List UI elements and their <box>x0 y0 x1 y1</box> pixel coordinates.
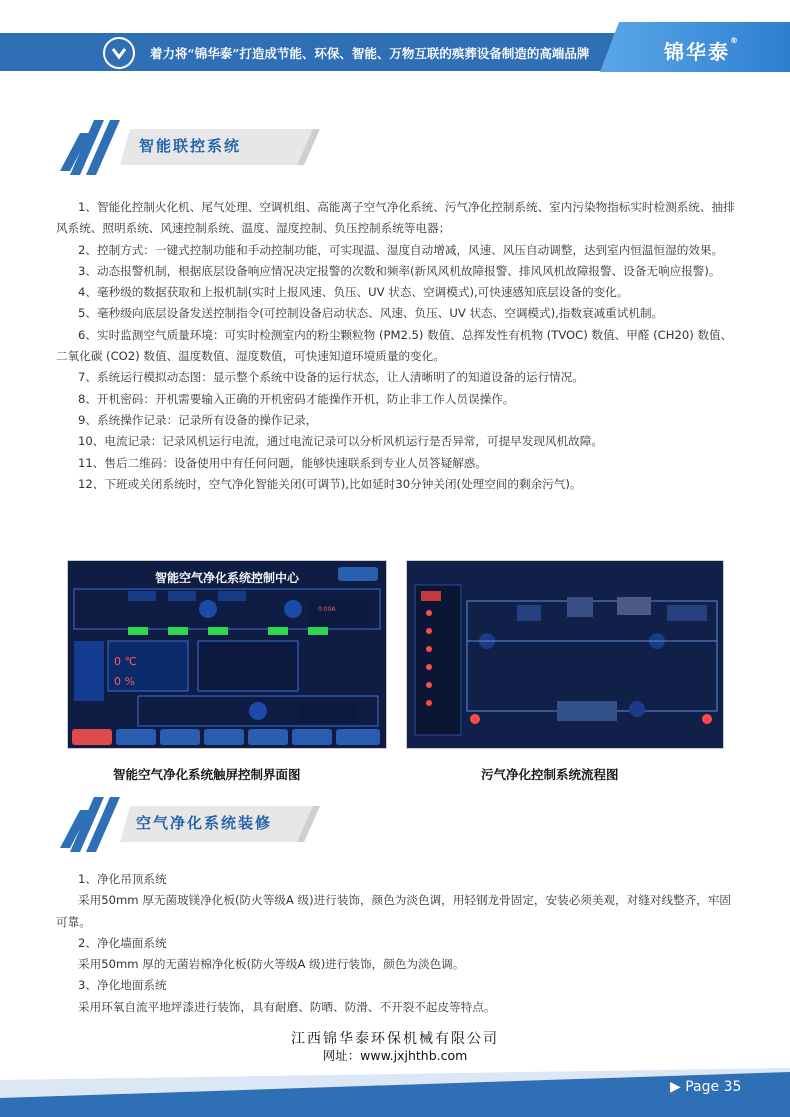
header-slogan: 着力将“锦华泰”打造成节能、环保、智能、万物互联的殡葬设备制造的高端品牌 <box>150 46 590 61</box>
flow-diagram-image <box>406 560 724 749</box>
list-item: 9、系统操作记录：记录所有设备的操作记录， <box>78 412 318 427</box>
figure-caption-2: 污气净化控制系统流程图 <box>481 767 619 782</box>
section-title-1: 智能联控系统 <box>139 137 242 155</box>
section-title-2: 空气净化系统装修 <box>136 814 273 832</box>
section-1-items <box>56 197 740 495</box>
list-item: 2、净化墙面系统 <box>78 935 167 950</box>
brand-logo <box>664 36 740 65</box>
list-item: 5、毫秒级向底层设备发送控制指令(可控制设备启动状态、风速、负压、UV 状态、空调模式),指数衰减重试机制。 <box>78 306 664 321</box>
flow-diagram-graphic <box>407 561 723 748</box>
registered-mark: ® <box>730 36 740 45</box>
svg-text:0 %: 0 % <box>114 675 135 688</box>
list-item: 6、实时监测空气质量环境：可实时检测室内的粉尘颗粒物 (PM2.5) 数值、总挥发性有机物 (TVOC) 数值、甲醛 (CH20) 数值、二氧化碳 (CO2) 数值、温度数值、湿度数值，可快速知道环境质量的变化。 <box>56 327 733 364</box>
website-url: 网址：www.jxjhthb.com <box>322 1048 468 1063</box>
section-2-items <box>56 869 740 1018</box>
svg-text:0 ℃: 0 ℃ <box>114 655 137 668</box>
check-icon <box>103 37 135 69</box>
list-item: 12、下班或关闭系统时，空气净化智能关闭(可调节),比如延时30分钟关闭(处理空间的剩余污气)。 <box>78 476 582 491</box>
figure-caption-1: 智能空气净化系统触屏控制界面图 <box>113 767 301 782</box>
section-heading-1 <box>58 115 328 185</box>
logo-text: 锦华泰 <box>664 40 730 64</box>
list-item: 10、电流记录：记录风机运行电流，通过电流记录可以分析风机运行是否异常，可提早发现风机故障。 <box>78 434 603 449</box>
page-arrow-icon: ▶ <box>670 1079 681 1095</box>
list-item: 7、系统运行模拟动态图：显示整个系统中设备的运行状态，让人清晰明了的知道设备的运行情况。 <box>78 370 584 385</box>
list-item: 采用50mm 厚的无菌岩棉净化板(防火等级A 级)进行装饰，颜色为淡色调。 <box>78 957 465 972</box>
control-screen-image <box>67 560 387 749</box>
page-number <box>670 1079 741 1095</box>
list-item: 2、控制方式：一键式控制功能和手动控制功能，可实现温、湿度自动增减，风速、风压自动调整，达到室内恒温恒湿的效果。 <box>78 242 724 257</box>
control-screen-graphic <box>68 561 386 748</box>
list-item: 8、开机密码：开机需要输入正确的开机密码才能操作开机，防止非工作人员误操作。 <box>78 391 515 406</box>
list-item: 采用50mm 厚无菌玻镁净化板(防火等级A 级)进行装饰，颜色为淡色调，用轻钢龙骨固定，安装必须美观，对缝对线整齐，牢固可靠。 <box>56 893 732 929</box>
list-item: 1、智能化控制火化机、尾气处理、空调机组、高能离子空气净化系统、污气净化控制系统、室内污染物指标实时检测系统、抽排风系统、照明系统、风速控制系统、温度、湿度控制、负压控制系统等电器； <box>56 200 735 236</box>
list-item: 11、售后二维码：设备使用中有任何问题，能够快速联系到专业人员答疑解惑。 <box>78 455 487 470</box>
list-item: 3、净化地面系统 <box>78 978 167 993</box>
svg-text:0.00A: 0.00A <box>318 606 336 613</box>
company-name: 江西锦华泰环保机械有限公司 <box>291 1031 499 1047</box>
list-item: 3、动态报警机制，根据底层设备响应情况决定报警的次数和频率(新风风机故障报警、排风风机故障报警、设备无响应报警)。 <box>78 263 721 278</box>
page-number-value: 35 <box>723 1079 742 1095</box>
page-label: Page <box>685 1079 720 1095</box>
screen-title: 智能空气净化系统控制中心 <box>154 571 299 585</box>
list-item: 采用环氧自流平地坪漆进行装饰，具有耐磨、防晒、防滑、不开裂不起皮等特点。 <box>78 999 496 1014</box>
list-item: 4、毫秒级的数据获取和上报机制(实时上报风速、负压、UV 状态、空调模式),可快速感知底层设备的变化。 <box>78 285 629 300</box>
section-heading-2 <box>58 792 328 862</box>
list-item: 1、净化吊顶系统 <box>78 872 167 886</box>
